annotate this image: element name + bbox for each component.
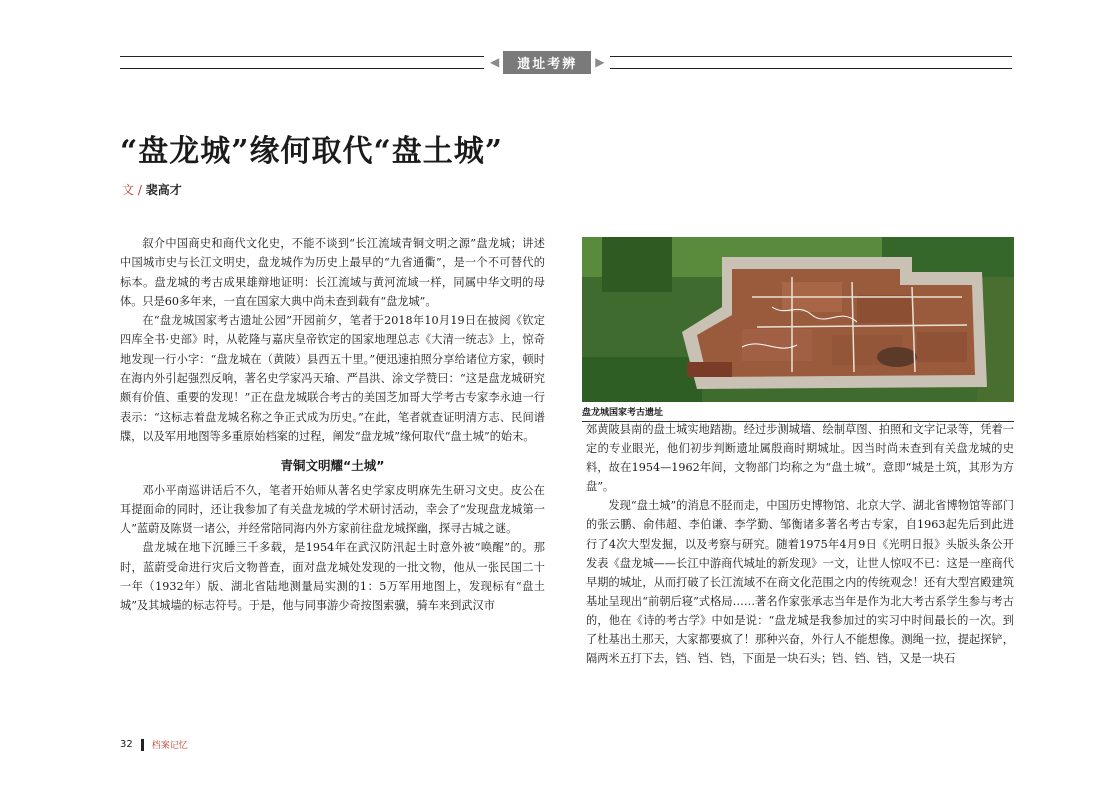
left-column bbox=[120, 234, 545, 616]
byline bbox=[122, 181, 182, 198]
excavation-aerial-photo bbox=[582, 237, 1014, 402]
right-triangle-icon: ▶ bbox=[595, 55, 605, 69]
paragraph: 郊黄陂县南的盘土城实地踏勘。经过步测城墙、绘制草图、拍照和文字记录等，凭着一定的专业眼光，他们初步判断遗址属殷商时期城址。因当时尚未查到有关盘龙城的史料，故在1954—1962年间，文物部门均称之为“盘土城”。意即“城是土筑，其形为方盘”。 bbox=[586, 423, 1014, 494]
right-column bbox=[586, 420, 1014, 668]
paragraph: 盘龙城在地下沉睡三千多载，是1954年在武汉防汛起土时意外被“唤醒”的。那时，蓝蔚受命进行灾后文物普查，面对盘龙城处发现的一批文物，他从一张民国二十一年（1932年）版、湖北省陆地测量局实测的1：5万军用地图上，发现标有“盘土城”及其城墙的标志符号。于是，他与同事游少奇按图索骥，骑车来到武汉市 bbox=[120, 541, 545, 613]
page-number: 32 bbox=[120, 739, 133, 750]
section-label: 遗址考辨 bbox=[503, 51, 591, 74]
photo-caption: 盘龙城国家考古遗址 bbox=[582, 405, 1014, 422]
section-tab bbox=[484, 51, 610, 73]
article-title: “盘龙城”缘何取代“盘土城” bbox=[120, 134, 504, 169]
subheading: 青铜文明耀“土城” bbox=[280, 458, 385, 474]
author-name: 裴高才 bbox=[145, 183, 182, 197]
paragraph: 邓小平南巡讲话后不久，笔者开始师从著名史学家皮明庥先生研习文史。皮公在耳提面命的同时，还让我参加了有关盘龙城的学术研讨活动，幸会了“发现盘龙城第一人”蓝蔚及陈贤一诸公，并经常陪同海内外方家前往盘龙城探幽，探寻古城之谜。 bbox=[120, 483, 545, 536]
paragraph: 发现“盘土城”的消息不胫而走，中国历史博物馆、北京大学、湖北省博物馆等部门的张云鹏、俞伟超、李伯谦、李学勤、邹衡诸多著名考古专家，自1963起先后到此进行了4次大型发掘，以及考察与研究。随着1975年4月9日《光明日报》头版头条公开发表《盘龙城——长江中游商代城址的新发现》一文，让世人惊叹不已：这是一座商代早期的城址，从而打破了长江流域不在商文化范围之内的传统观念！还有大型宫殿建筑基址呈现出“前朝后寝”式格局……著名作家张承志当年是作为北大考古系学生参与考古的，他在《诗的考古学》中如是说：“盘龙城是我参加过的实习中时间最长的一次。到了杜基出土那天，大家都要疯了！那种兴奋，外行人不能想像。测绳一拉，提起探铲，隔两米五打下去，铛、铛、铛，下面是一块石头；铛、铛、铛，又是一块石 bbox=[586, 499, 1014, 666]
paragraph: 叙介中国商史和商代文化史，不能不谈到“长江流域青铜文明之源”盘龙城；讲述中国城市史与长江文明史，盘龙城作为历史上最早的“九省通衢”，是一个不可替代的标本。盘龙城的考古成果雄辩地证明：长江流域与黄河流域一样，同属中华文明的母体。只是60多年来，一直在国家大典中尚未查到载有“盘龙城”。 bbox=[120, 237, 545, 308]
paragraph: 在“盘龙城国家考古遗址公园”开园前夕，笔者于2018年10月19日在披阅《钦定四库全书·史部》时，从乾隆与嘉庆皇帝钦定的国家地理总志《大清一统志》上，惊奇地发现一行小字：“盘龙城在（黄陂）县西五十里。”便迅速拍照分享给诸位方家，顿时在海内外引起强烈反响，著名史学家冯天瑜、严昌洪、涂文学赞曰：“这是盘龙城研究颇有价值、重要的发现！”正在盘龙城联合考古的美国芝加哥大学考古专家李永迪一行表示：“这标志着盘龙城名称之争正式成为历史。”在此，笔者就查证明清方志、民间谱牒，以及军用地图等多重原始档案的过程，阐发“盘龙城”缘何取代“盘土城”的始末。 bbox=[120, 314, 545, 443]
page-footer bbox=[120, 738, 188, 751]
journal-name: 档案记忆 bbox=[151, 741, 188, 751]
byline-prefix: 文 / bbox=[122, 183, 146, 197]
footer-divider bbox=[141, 739, 144, 751]
left-triangle-icon: ◀ bbox=[490, 55, 500, 69]
